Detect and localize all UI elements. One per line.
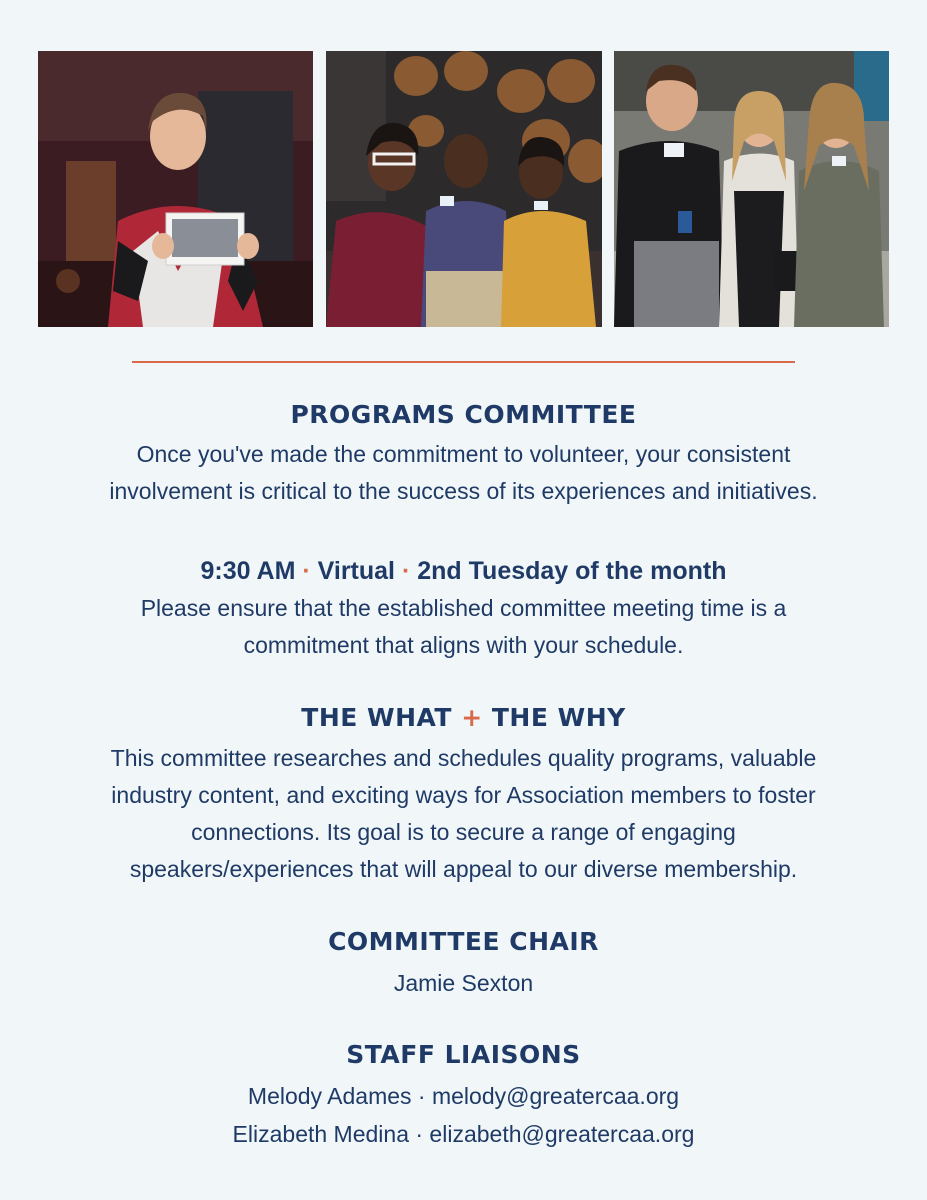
staff-contacts <box>0 1077 927 1153</box>
staff-title: STAFF LIAISONS <box>346 1040 581 1069</box>
schedule-time: 9:30 AM <box>200 557 296 585</box>
what-why-line-4: speakers/experiences that will appeal to our diverse membership. <box>129 856 798 882</box>
chair-name: Jamie Sexton <box>393 970 534 996</box>
chair-title: COMMITTEE CHAIR <box>328 927 599 956</box>
photo-three-people-barrels <box>326 51 602 327</box>
section-divider <box>132 361 795 363</box>
what-why-line-1: This committee researches and schedules quality programs, valuable <box>110 745 817 771</box>
schedule-mode: Virtual <box>317 557 395 585</box>
what-why-section <box>0 699 927 888</box>
programs-line-1: Once you've made the commitment to volunteer, your consistent <box>136 441 791 467</box>
photo-woman-holding-card <box>38 51 313 327</box>
programs-title: PROGRAMS COMMITTEE <box>290 400 637 429</box>
schedule-section <box>0 552 927 664</box>
what-why-description <box>0 740 927 888</box>
what-why-line-2: industry content, and exciting ways for Association members to foster <box>111 782 816 808</box>
what-why-title-part-1: THE WHAT <box>301 703 452 732</box>
what-why-title-part-2: THE WHY <box>491 703 626 732</box>
what-why-title <box>0 699 927 737</box>
schedule-description <box>0 590 927 664</box>
plus-sign: + <box>461 703 483 732</box>
separator-dot: · <box>302 557 311 585</box>
photo-man-two-women <box>614 51 889 327</box>
programs-description <box>0 436 927 510</box>
staff-section <box>0 1037 927 1153</box>
staff-contact-melody: Melody Adames · melody@greatercaa.org <box>247 1083 680 1109</box>
schedule-day: 2nd Tuesday of the month <box>417 557 727 585</box>
schedule-line-2: commitment that aligns with your schedule. <box>243 632 684 658</box>
chair-section <box>0 924 927 1002</box>
schedule-line-1: Please ensure that the established committee meeting time is a <box>140 595 787 621</box>
programs-section <box>0 396 927 510</box>
photo-strip <box>38 51 889 327</box>
staff-contact-elizabeth: Elizabeth Medina · elizabeth@greatercaa.org <box>232 1121 695 1147</box>
programs-line-2: involvement is critical to the success of its experiences and initiatives. <box>109 478 818 504</box>
what-why-line-3: connections. Its goal is to secure a range of engaging <box>191 819 736 845</box>
separator-dot: · <box>401 557 411 585</box>
schedule-line <box>0 552 927 590</box>
